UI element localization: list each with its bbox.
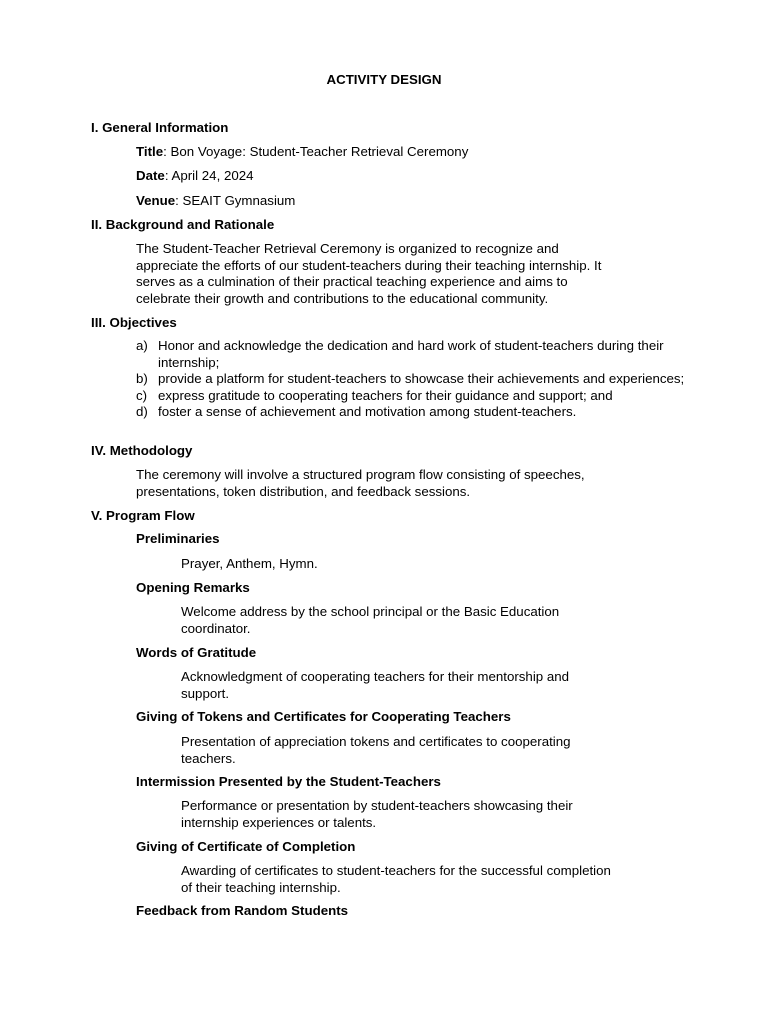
program-item-heading: Opening Remarks — [136, 580, 250, 595]
program-description-line: of their teaching internship. — [181, 879, 341, 895]
program-item-heading: Words of Gratitude — [136, 645, 257, 660]
section-heading-methodology: IV. Methodology — [91, 443, 193, 458]
venue-label: Venue — [136, 193, 176, 208]
venue-value: : SEAIT Gymnasium — [175, 193, 296, 208]
title-label: Title — [136, 144, 164, 159]
title-value: : Bon Voyage: Student-Teacher Retrieval Ceremony — [163, 144, 469, 159]
program-item-description — [181, 604, 701, 637]
program-item-description — [181, 863, 701, 896]
program-description-line: coordinator. — [181, 620, 251, 636]
objective-text: foster a sense of achievement and motivation among student-teachers. — [158, 404, 577, 419]
background-line: serves as a culmination of their practical teaching experience and aims to — [136, 274, 568, 289]
section-heading-general: I. General Information — [91, 120, 229, 135]
program-item-description — [181, 798, 701, 831]
title-line — [136, 144, 696, 161]
program-item-heading: Giving of Certificate of Completion — [136, 839, 356, 854]
program-item-heading: Preliminaries — [136, 531, 220, 546]
objective-marker: a) — [136, 338, 148, 353]
program-description-line: Welcome address by the school principal or the Basic Education — [181, 604, 560, 619]
program-description-line: Performance or presentation by student-teachers showcasing their — [181, 798, 573, 813]
program-item-description — [181, 556, 701, 573]
methodology-line: The ceremony will involve a structured program flow consisting of speeches, — [136, 467, 585, 482]
background-line: appreciate the efforts of our student-teachers during their teaching internship. It — [136, 257, 602, 273]
objective-text: provide a platform for student-teachers to showcase their achievements and experiences; — [158, 371, 685, 386]
document-title: ACTIVITY DESIGN — [326, 72, 442, 87]
program-description-line: Awarding of certificates to student-teachers for the successful completion — [181, 863, 611, 878]
objective-item — [136, 338, 696, 371]
program-description-line: teachers. — [181, 750, 236, 766]
objective-item — [136, 404, 696, 421]
objective-marker: d) — [136, 404, 148, 419]
program-description-line: Presentation of appreciation tokens and certificates to cooperating — [181, 734, 571, 749]
program-item-heading: Intermission Presented by the Student-Teachers — [136, 774, 441, 789]
background-line: The Student-Teacher Retrieval Ceremony is organized to recognize and — [136, 241, 559, 256]
objective-marker: c) — [136, 387, 148, 403]
objective-marker: b) — [136, 371, 148, 386]
section-heading-program-flow: V. Program Flow — [91, 508, 195, 523]
program-item-description — [181, 669, 701, 702]
objective-item — [136, 388, 696, 405]
program-item-heading: Giving of Tokens and Certificates for Cooperating Teachers — [136, 709, 511, 724]
section-heading-objectives: III. Objectives — [91, 315, 177, 330]
date-label: Date — [136, 168, 165, 183]
objective-text: express gratitude to cooperating teachers for their guidance and support; and — [158, 387, 613, 403]
date-line — [136, 168, 696, 185]
objective-item — [136, 371, 696, 388]
venue-line — [136, 193, 696, 210]
objectives-list — [136, 338, 696, 421]
program-description-line: Acknowledgment of cooperating teachers for their mentorship and — [181, 669, 570, 684]
section-heading-background: II. Background and Rationale — [91, 217, 275, 232]
program-description-line: support. — [181, 685, 230, 701]
program-description-line: Prayer, Anthem, Hymn. — [181, 556, 318, 571]
program-description-line: internship experiences or talents. — [181, 814, 377, 830]
background-line: celebrate their growth and contributions to the educational community. — [136, 290, 549, 306]
methodology-line: presentations, token distribution, and feedback sessions. — [136, 483, 471, 499]
objective-text: Honor and acknowledge the dedication and hard work of student-teachers during their internship; — [158, 338, 664, 370]
program-item-description — [181, 734, 701, 767]
background-paragraph — [136, 241, 696, 307]
program-item-heading: Feedback from Random Students — [136, 903, 349, 918]
date-value: : April 24, 2024 — [164, 168, 254, 183]
methodology-paragraph — [136, 467, 696, 500]
